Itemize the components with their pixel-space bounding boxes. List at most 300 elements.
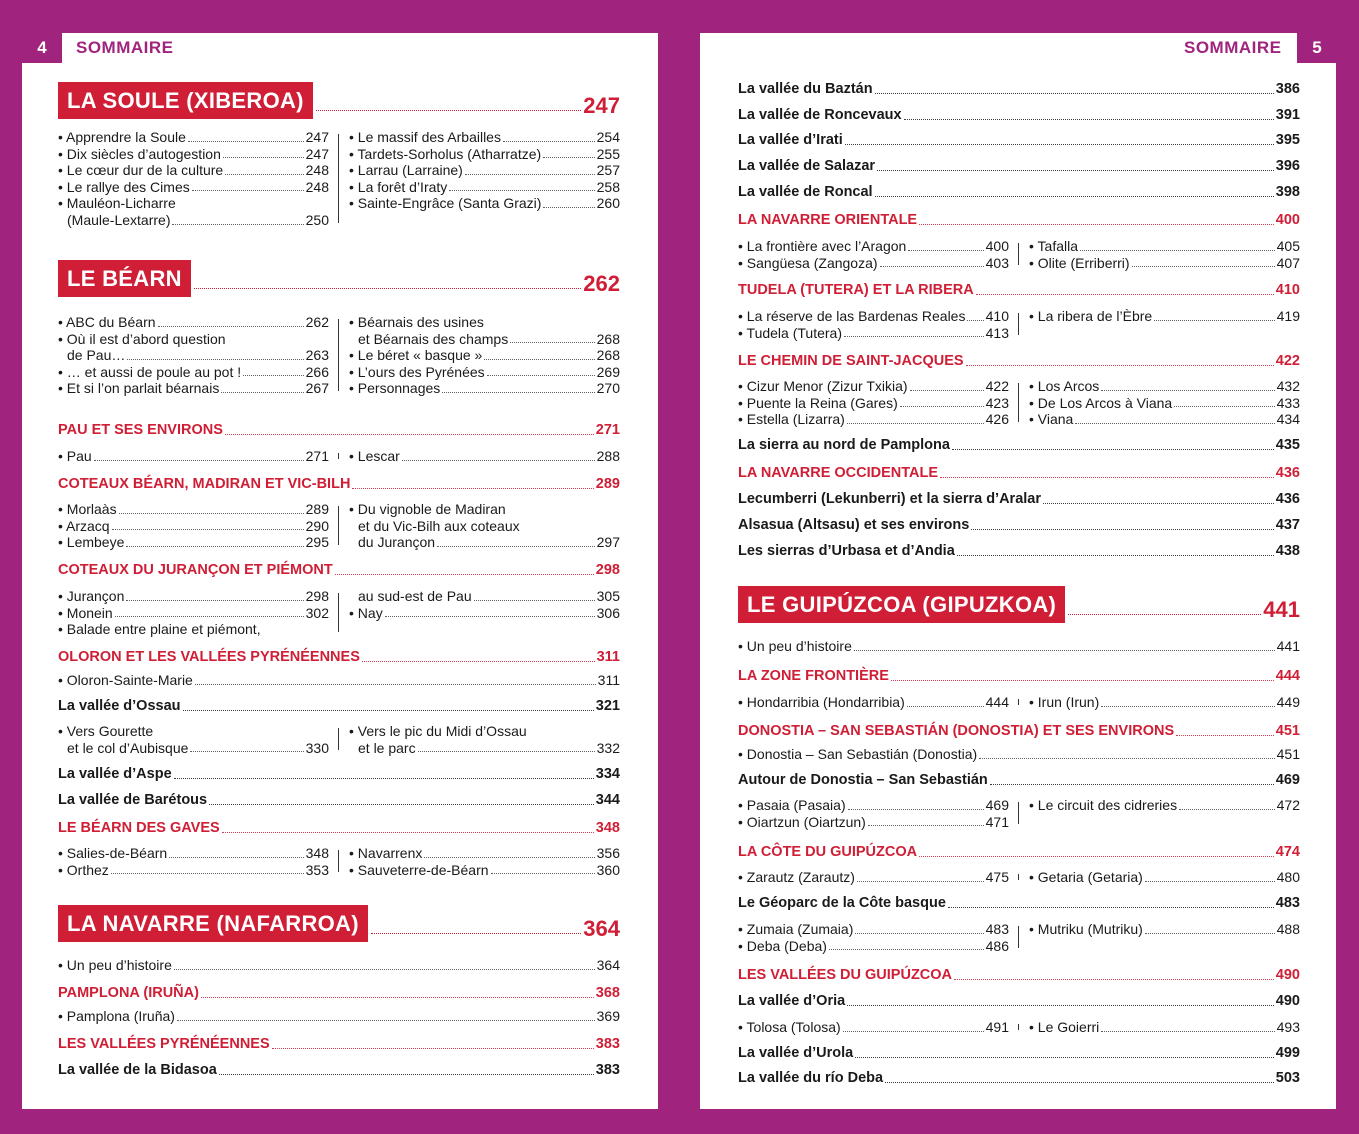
toc-chapter[interactable] — [58, 260, 620, 297]
toc-subentry[interactable] — [349, 347, 620, 364]
toc-section[interactable] — [58, 562, 620, 579]
subentry-page: 268 — [596, 330, 620, 347]
toc-entry[interactable] — [738, 81, 1300, 98]
subentry-label: • La forêt d’Iraty — [349, 178, 448, 195]
subentry-page: 311 — [597, 672, 620, 688]
header-sommaire-left: SOMMAIRE — [76, 38, 174, 57]
toc-section[interactable] — [58, 1036, 620, 1053]
toc-subentry[interactable] — [58, 331, 329, 348]
section-page: 436 — [1275, 465, 1300, 481]
toc-entry[interactable] — [58, 698, 620, 715]
subentry-page: 297 — [596, 534, 620, 551]
toc-subentry[interactable] — [1029, 694, 1300, 711]
subentry-columns — [58, 723, 620, 756]
toc-subentry[interactable] — [349, 162, 620, 179]
toc-subentry[interactable] — [349, 534, 620, 551]
toc-section[interactable] — [58, 985, 620, 1002]
section-title: COTEAUX BÉARN, MADIRAN ET VIC-BILH — [58, 476, 351, 492]
subentry-page: 266 — [305, 363, 329, 380]
toc-subentry[interactable] — [349, 862, 620, 879]
subentry-label: • Lembeye — [58, 534, 125, 551]
subentry-label: • La ribera de l’Èbre — [1029, 308, 1153, 324]
entry-page: 503 — [1275, 1070, 1300, 1086]
toc-subentry[interactable] — [349, 179, 620, 196]
toc-subentry[interactable] — [1029, 921, 1300, 938]
toc-entry[interactable] — [738, 543, 1300, 560]
toc-subentry[interactable] — [349, 380, 620, 397]
dot-leader — [174, 969, 595, 970]
entry-title: La vallée du río Deba — [738, 1070, 884, 1086]
toc-subentry[interactable] — [58, 162, 329, 179]
entry-title: La sierra au nord de Pamplona — [738, 437, 950, 453]
toc-subentry[interactable] — [738, 938, 1009, 955]
subentry-column-2 — [349, 448, 620, 465]
toc-subentry[interactable] — [349, 448, 620, 465]
dot-leader — [1075, 423, 1274, 424]
section-page: 298 — [595, 562, 620, 578]
subentry-column-1 — [58, 314, 329, 397]
toc-subentry[interactable] — [1029, 1019, 1300, 1036]
toc-section[interactable] — [738, 668, 1300, 685]
dot-leader — [875, 93, 1274, 94]
subentry-label: • Cizur Menor (Zizur Txikia) — [738, 378, 908, 394]
toc-entry[interactable] — [738, 491, 1300, 508]
toc-entry[interactable] — [738, 107, 1300, 124]
subentry-column-2 — [349, 845, 620, 878]
dot-leader — [979, 758, 1274, 759]
subentry-page: 269 — [596, 363, 620, 380]
dot-leader — [857, 881, 984, 882]
subentry-label: • Pau — [58, 448, 92, 464]
subentry-columns — [738, 1019, 1300, 1036]
toc-subentry[interactable] — [738, 746, 1300, 763]
dot-leader — [1043, 503, 1274, 504]
toc-chapter[interactable] — [738, 586, 1300, 623]
dot-leader — [910, 390, 984, 391]
toc-section[interactable] — [738, 353, 1300, 370]
subentry-label: • Le cœur dur de la culture — [58, 162, 224, 179]
dot-leader — [952, 449, 1274, 450]
subentry-label: • Monein — [58, 604, 113, 621]
subentry-label: et le col d’Aubisque — [67, 739, 189, 756]
subentry-label: • ABC du Béarn — [58, 314, 156, 330]
toc-subentry[interactable] — [738, 325, 1009, 342]
subentry-column-2 — [1029, 378, 1300, 428]
dot-leader — [868, 825, 984, 826]
subentry-label: • Salies-de-Béarn — [58, 845, 168, 861]
entry-page: 396 — [1275, 158, 1300, 174]
subentry-label: • La réserve de las Bardenas Reales — [738, 308, 966, 324]
dot-leader — [115, 616, 304, 617]
subentry-page: 290 — [305, 517, 329, 534]
toc-entry[interactable] — [738, 895, 1300, 912]
dot-leader — [510, 342, 594, 343]
toc-section[interactable] — [58, 820, 620, 837]
toc-subentry[interactable] — [738, 411, 1009, 428]
toc-subentry[interactable] — [58, 588, 329, 605]
section-page: 311 — [596, 649, 620, 665]
dot-leader — [971, 529, 1274, 530]
toc-subentry[interactable] — [58, 957, 620, 974]
dot-leader — [1068, 614, 1261, 615]
toc-subentry[interactable] — [349, 588, 620, 605]
dot-leader — [225, 174, 303, 175]
dot-leader — [94, 460, 304, 461]
subentry-page: 289 — [305, 501, 329, 517]
section-title: LA NAVARRE ORIENTALE — [738, 212, 918, 228]
toc-section[interactable] — [738, 212, 1300, 229]
subentry-label: • Tardets-Sorholus (Atharratze) — [349, 145, 542, 162]
toc-entry[interactable] — [738, 517, 1300, 534]
toc-subentry[interactable] — [349, 723, 620, 740]
dot-leader — [919, 224, 1274, 225]
dot-leader — [848, 809, 984, 810]
toc-subentry[interactable] — [58, 672, 620, 689]
subentry-page: 472 — [1276, 797, 1300, 813]
column-separator — [329, 723, 349, 756]
subentry-columns — [58, 845, 620, 878]
entry-title: La vallée de Roncal — [738, 184, 873, 200]
subentry-column-2 — [1029, 308, 1300, 341]
dot-leader — [543, 157, 594, 158]
toc-subentry[interactable] — [58, 146, 329, 163]
toc-subentry[interactable] — [738, 255, 1009, 272]
subentry-label: • Olite (Erriberri) — [1029, 254, 1130, 271]
dot-leader — [954, 979, 1274, 980]
dot-leader — [1176, 735, 1274, 736]
toc-subentry[interactable] — [58, 534, 329, 551]
dot-leader — [1132, 266, 1275, 267]
subentry-page: 305 — [596, 588, 620, 604]
subentry-label: • Mutriku (Mutriku) — [1029, 921, 1143, 937]
toc-subentry[interactable] — [58, 518, 329, 535]
subentry-label: • Oiartzun (Oiartzun) — [738, 813, 866, 830]
subentry-label: • L’ours des Pyrénées — [349, 363, 485, 380]
toc-subentry[interactable] — [349, 331, 620, 348]
toc-subentry[interactable] — [1029, 378, 1300, 395]
toc-subentry[interactable] — [58, 212, 329, 229]
toc-subentry[interactable] — [1029, 238, 1300, 255]
toc-entry[interactable] — [738, 437, 1300, 454]
subentry-column-1 — [738, 238, 1009, 271]
column-separator — [1009, 797, 1029, 830]
subentry-list — [738, 746, 1300, 763]
toc-subentry[interactable] — [58, 448, 329, 465]
subentry-label: • Où il est d’abord question — [58, 330, 226, 347]
toc-subentry[interactable] — [58, 740, 329, 757]
subentry-label: • Tolosa (Tolosa) — [738, 1019, 841, 1035]
subentry-label: et du Vic-Bilh aux coteaux — [358, 517, 520, 534]
toc-subentry[interactable] — [738, 378, 1009, 395]
toc-entry[interactable] — [738, 184, 1300, 201]
toc-subentry[interactable] — [58, 364, 329, 381]
section-title: LA NAVARRE OCCIDENTALE — [738, 465, 939, 481]
subentry-label: • Puente la Reina (Gares) — [738, 394, 898, 411]
subentry-page: 419 — [1276, 308, 1300, 324]
toc-subentry[interactable] — [349, 518, 620, 535]
toc-section[interactable] — [58, 422, 620, 439]
subentry-page: 262 — [305, 314, 329, 330]
toc-subentry[interactable] — [1029, 411, 1300, 428]
section-page: 271 — [595, 422, 620, 438]
column-separator — [329, 448, 349, 465]
page-number-right: 5 — [1297, 33, 1337, 63]
toc-subentry[interactable] — [349, 146, 620, 163]
dot-leader — [449, 190, 594, 191]
dot-leader — [418, 751, 595, 752]
toc-entry[interactable] — [738, 1070, 1300, 1087]
toc-subentry[interactable] — [349, 364, 620, 381]
toc-entry[interactable] — [58, 792, 620, 809]
section-page: 383 — [595, 1036, 620, 1052]
subentry-label: • Dix siècles d’autogestion — [58, 145, 221, 162]
toc-subentry[interactable] — [349, 129, 620, 146]
subentry-label: • Tudela (Tutera) — [738, 324, 842, 341]
toc-subentry[interactable] — [58, 621, 329, 638]
chapter-title: LE BÉARN — [58, 260, 191, 297]
subentry-page: 257 — [596, 162, 620, 179]
entry-page: 386 — [1275, 81, 1300, 97]
toc-entry[interactable] — [738, 1045, 1300, 1062]
dot-leader — [474, 600, 595, 601]
toc-subentry[interactable] — [1029, 869, 1300, 886]
subentry-label: • Pamplona (Iruña) — [58, 1008, 175, 1024]
subentry-label: • Los Arcos — [1029, 378, 1100, 394]
toc-subentry[interactable] — [58, 862, 329, 879]
toc-subentry[interactable] — [58, 605, 329, 622]
chapter-title: LA SOULE (XIBEROA) — [58, 82, 313, 119]
entry-page: 344 — [595, 792, 620, 808]
toc-subentry[interactable] — [58, 845, 329, 862]
subentry-columns — [738, 797, 1300, 830]
toc-entry[interactable] — [738, 772, 1300, 789]
dot-leader — [192, 190, 304, 191]
entry-title: Lecumberri (Lekunberri) et la sierra d’Aralar — [738, 491, 1041, 507]
dot-leader — [174, 778, 594, 779]
toc-subentry[interactable] — [58, 347, 329, 364]
column-separator — [1009, 921, 1029, 954]
subentry-column-2 — [1029, 1019, 1300, 1036]
toc-subentry[interactable] — [349, 314, 620, 331]
column-separator — [329, 845, 349, 878]
subentry-column-2 — [349, 588, 620, 638]
subentry-label: • Le béret « basque » — [349, 347, 483, 364]
subentry-page: 441 — [1276, 638, 1300, 654]
toc-subentry[interactable] — [58, 1008, 620, 1025]
entry-page: 398 — [1275, 184, 1300, 200]
toc-subentry[interactable] — [1029, 797, 1300, 814]
subentry-column-2 — [1029, 797, 1300, 830]
dot-leader — [877, 170, 1274, 171]
toc-subentry[interactable] — [1029, 308, 1300, 325]
toc-section[interactable] — [738, 723, 1300, 740]
dot-leader — [1101, 1031, 1274, 1032]
subentry-label: • La frontière avec l’Aragon — [738, 238, 907, 254]
section-title: LA CÔTE DU GUIPÚZCOA — [738, 844, 918, 860]
subentry-label: • Du vignoble de Madiran — [349, 501, 506, 517]
subentry-page: 356 — [596, 845, 620, 861]
subentry-list — [58, 672, 620, 689]
toc-subentry[interactable] — [349, 740, 620, 757]
toc-subentry[interactable] — [1029, 395, 1300, 412]
entry-page: 395 — [1275, 132, 1300, 148]
subentry-page: 449 — [1276, 694, 1300, 710]
dot-leader — [225, 434, 594, 435]
toc-section[interactable] — [738, 465, 1300, 482]
toc-subentry[interactable] — [738, 395, 1009, 412]
subentry-label: (Maule-Lextarre) — [67, 211, 171, 228]
toc-subentry[interactable] — [738, 869, 1009, 886]
dot-leader — [907, 706, 984, 707]
subentry-label: du Jurançon — [358, 534, 436, 551]
toc-entry[interactable] — [58, 766, 620, 783]
subentry-columns — [738, 308, 1300, 341]
column-separator — [329, 588, 349, 638]
entry-title: La vallée du Baztán — [738, 81, 873, 97]
dot-leader — [465, 174, 595, 175]
section-title: DONOSTIA – SAN SEBASTIÁN (DONOSTIA) ET SES ENVIRONS — [738, 723, 1175, 739]
toc-subentry[interactable] — [738, 797, 1009, 814]
subentry-page: 407 — [1276, 254, 1300, 271]
subentry-page: 247 — [305, 129, 329, 145]
entry-page: 334 — [595, 766, 620, 782]
dot-leader — [424, 857, 594, 858]
dot-leader — [845, 144, 1274, 145]
subentry-label: • Navarrenx — [349, 845, 423, 861]
toc-subentry[interactable] — [738, 308, 1009, 325]
column-separator — [1009, 378, 1029, 428]
dot-leader — [442, 392, 594, 393]
subentry-label: • Sangüesa (Zangoza) — [738, 254, 878, 271]
subentry-page: 432 — [1276, 378, 1300, 394]
entry-title: La vallée de Roncevaux — [738, 107, 902, 123]
section-title: LE CHEMIN DE SAINT-JACQUES — [738, 353, 964, 369]
subentry-label: • Larrau (Larraine) — [349, 162, 463, 179]
subentry-page: 248 — [305, 178, 329, 195]
subentry-list — [738, 638, 1300, 655]
subentry-label: et Béarnais des champs — [358, 330, 509, 347]
toc-subentry[interactable] — [58, 380, 329, 397]
toc-entry[interactable] — [738, 132, 1300, 149]
subentry-label: • Apprendre la Soule — [58, 129, 186, 145]
dot-leader — [221, 392, 303, 393]
toc-subentry[interactable] — [58, 129, 329, 146]
section-page: 289 — [595, 476, 620, 492]
toc-entry[interactable] — [738, 158, 1300, 175]
subentry-columns — [58, 588, 620, 638]
dot-leader — [487, 375, 595, 376]
subentry-column-2 — [1029, 694, 1300, 711]
toc-section[interactable] — [738, 967, 1300, 984]
subentry-page: 271 — [305, 448, 329, 464]
subentry-page: 295 — [305, 534, 329, 551]
subentry-column-1 — [738, 797, 1009, 830]
subentry-page: 483 — [985, 921, 1009, 937]
toc-subentry[interactable] — [349, 195, 620, 212]
toc-subentry[interactable] — [738, 238, 1009, 255]
section-title: PAU ET SES ENVIRONS — [58, 422, 223, 438]
subentry-label: • De Los Arcos à Viana — [1029, 394, 1173, 411]
chapter-title: LA NAVARRE (NAFARROA) — [58, 905, 368, 942]
toc-section[interactable] — [738, 282, 1300, 299]
subentry-label: • Personnages — [349, 380, 441, 397]
dot-leader — [948, 907, 1274, 908]
subentry-label: • Le circuit des cidreries — [1029, 797, 1178, 813]
toc-subentry[interactable] — [58, 501, 329, 518]
chapter-page: 441 — [1263, 597, 1300, 622]
subentry-page: 400 — [985, 238, 1009, 254]
subentry-label: • Arzacq — [58, 517, 110, 534]
subentry-label: • Irun (Irun) — [1029, 694, 1100, 710]
toc-subentry[interactable] — [738, 694, 1009, 711]
section-page: 400 — [1275, 212, 1300, 228]
toc-subentry[interactable] — [58, 195, 329, 212]
subentry-label: • Estella (Lizarra) — [738, 411, 845, 428]
dot-leader — [940, 477, 1274, 478]
subentry-page: 469 — [985, 797, 1009, 813]
subentry-column-2 — [349, 501, 620, 551]
toc-subentry[interactable] — [58, 179, 329, 196]
toc-entry[interactable] — [58, 1062, 620, 1079]
dot-leader — [491, 873, 595, 874]
subentry-page: 491 — [985, 1019, 1009, 1035]
subentry-label: • Zumaia (Zumaia) — [738, 921, 854, 937]
dot-leader — [885, 1082, 1274, 1083]
entry-page: 391 — [1275, 107, 1300, 123]
subentry-columns — [58, 501, 620, 551]
section-title: PAMPLONA (IRUÑA) — [58, 985, 199, 1001]
toc-subentry[interactable] — [349, 501, 620, 518]
toc-subentry[interactable] — [738, 814, 1009, 831]
dot-leader — [976, 294, 1274, 295]
subentry-label: • Orthez — [58, 861, 109, 878]
entry-page: 383 — [595, 1062, 620, 1078]
column-separator — [1009, 694, 1029, 711]
toc-entry[interactable] — [738, 993, 1300, 1010]
column-separator — [1009, 869, 1029, 886]
subentry-label: • Un peu d’histoire — [738, 638, 852, 654]
entry-page: 499 — [1275, 1045, 1300, 1061]
toc-subentry[interactable] — [349, 845, 620, 862]
toc-section[interactable] — [738, 844, 1300, 861]
entry-title: La vallée de Salazar — [738, 158, 876, 174]
subentry-label: • Zarautz (Zarautz) — [738, 869, 855, 885]
dot-leader — [854, 650, 1275, 651]
subentry-page: 302 — [305, 604, 329, 621]
toc-subentry[interactable] — [58, 314, 329, 331]
subentry-label: • Getaria (Getaria) — [1029, 869, 1143, 885]
toc-chapter[interactable] — [58, 82, 620, 119]
subentry-label: et le parc — [358, 739, 416, 756]
toc-section[interactable] — [58, 649, 620, 666]
section-title: TUDELA (TUTERA) ET LA RIBERA — [738, 282, 974, 298]
toc-section[interactable] — [58, 476, 620, 493]
subentry-page: 403 — [985, 254, 1009, 271]
dot-leader — [223, 157, 304, 158]
dot-leader — [503, 141, 595, 142]
toc-subentry[interactable] — [738, 1019, 1009, 1036]
dot-leader — [316, 110, 581, 111]
subentry-page: 254 — [596, 129, 620, 145]
subentry-label: • Donostia – San Sebastián (Donostia) — [738, 746, 978, 762]
toc-chapter[interactable] — [58, 905, 620, 942]
toc-subentry[interactable] — [349, 605, 620, 622]
toc-subentry[interactable] — [1029, 255, 1300, 272]
entry-title: La vallée de Barétous — [58, 792, 208, 808]
toc-subentry[interactable] — [58, 723, 329, 740]
toc-subentry[interactable] — [738, 921, 1009, 938]
toc-subentry[interactable] — [738, 638, 1300, 655]
